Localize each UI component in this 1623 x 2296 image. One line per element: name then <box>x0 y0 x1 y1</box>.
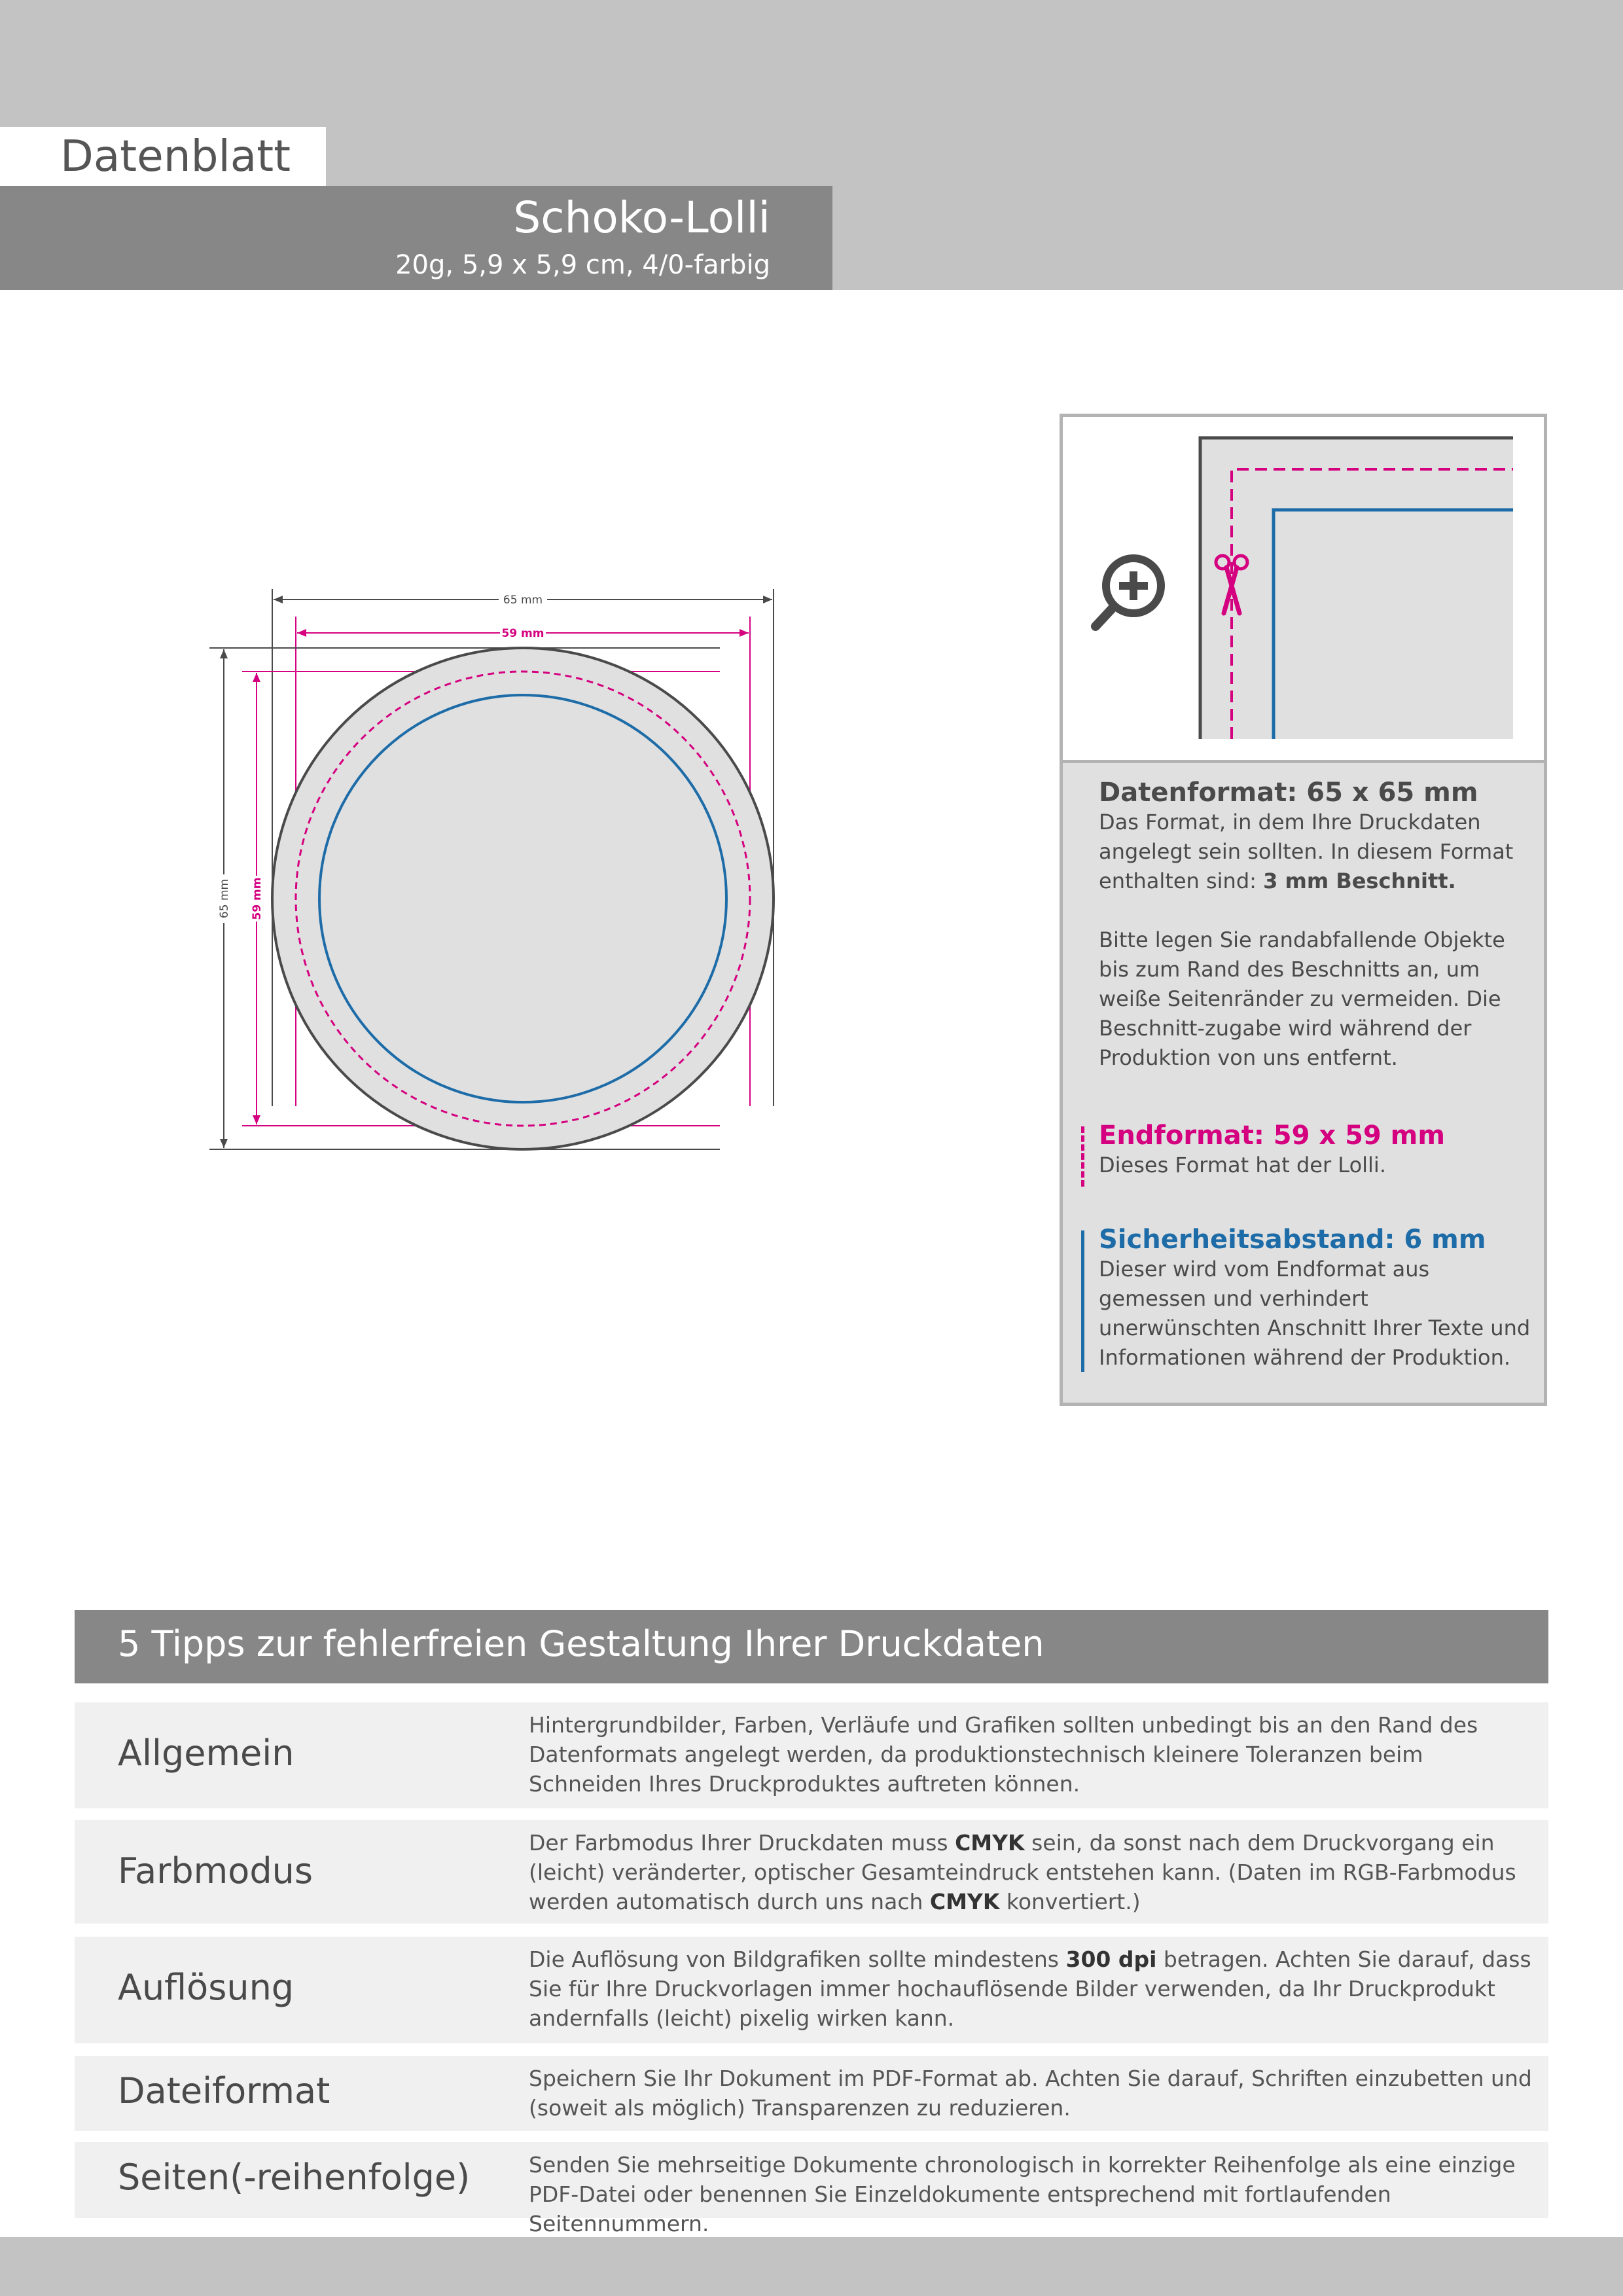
product-specs: 20g, 5,9 x 5,9 cm, 4/0-farbig <box>395 250 770 280</box>
footer-band <box>0 2237 1623 2296</box>
tip-text-part: Senden Sie mehrseitige Dokumente chronologisch in korrekter Reihenfolge als eine einzige PDF-Datei oder benennen Sie Einzeldokumente entsprechend mit fortlaufenden Seitennummern. <box>529 2152 1516 2236</box>
bleed-text: Bitte legen Sie randabfallende Objekte bis zum Rand des Beschnitts an, um weiße Seitenränder zu vermeiden. Die Beschnitt-zugabe wird während der Produktion von uns entfernt. <box>1099 927 1505 1070</box>
dim-label-inner-h: 59 mm <box>501 627 544 640</box>
tip-text <box>529 2064 1535 2123</box>
datenformat-text <box>1099 808 1531 896</box>
tip-text <box>529 1945 1535 2033</box>
product-title-bar <box>0 186 832 290</box>
arrow-right-outer <box>763 596 772 603</box>
endformat-title: Endformat: 59 x 59 mm <box>1099 1121 1446 1151</box>
tip-text-part: betragen. Achten Sie darauf, dass Sie für Ihre Druckvorlagen immer hochauflösende Bilder verwenden, da Ihr Druckprodukt andernfalls (leicht) pixelig wirken kann. <box>529 1946 1531 2031</box>
safety-block <box>1099 1225 1531 1372</box>
endformat-block <box>1099 1121 1531 1180</box>
arrow-left-inner <box>297 629 306 637</box>
tip-title: Allgemein <box>118 1732 294 1774</box>
product-name: Schoko-Lolli <box>513 192 770 243</box>
tip-row-resolution <box>75 1937 1548 2043</box>
doc-label: Datenblatt <box>60 131 291 181</box>
tip-text-bold: CMYK <box>929 1889 1000 1914</box>
tip-row-fileformat <box>75 2056 1548 2131</box>
datenformat-bleed-value: 3 mm Beschnitt. <box>1263 869 1456 893</box>
tip-text-part: Speichern Sie Ihr Dokument im PDF-Format ab. Achten Sie darauf, Schriften einzubetten und (soweit als möglich) Transparenzen zu reduzieren. <box>529 2066 1532 2121</box>
tip-text-part: konvertiert.) <box>999 1889 1141 1914</box>
format-info-box <box>1060 414 1547 1406</box>
datenformat-desc: Das Format, in dem Ihre Druckdaten angelegt sein sollten. In diesem Format enthalten sind: <box>1099 810 1514 893</box>
lolli-format-diagram <box>196 563 812 1165</box>
tips-heading: 5 Tipps zur fehlerfreien Gestaltung Ihrer Druckdaten <box>118 1623 1044 1664</box>
tip-text <box>529 1710 1535 1799</box>
safety-text: Dieser wird vom Endformat aus gemessen und verhindert unerwünschten Anschnitt Ihrer Texte und Informationen während der Produktion. <box>1099 1257 1531 1370</box>
doc-label-box <box>0 127 326 186</box>
dim-label-outer-v: 65 mm <box>218 878 231 919</box>
tip-text <box>529 2150 1535 2238</box>
tip-text-bold: 300 dpi <box>1065 1946 1157 1972</box>
tip-text-part: Der Farbmodus Ihrer Druckdaten muss <box>529 1830 955 1856</box>
zoom-detail-graphic <box>1063 417 1544 760</box>
tip-title: Seiten(-reihenfolge) <box>118 2157 471 2198</box>
tip-row-colormode <box>75 1820 1548 1924</box>
endformat-marker <box>1081 1126 1084 1187</box>
bleed-circle <box>272 648 774 1149</box>
safety-title: Sicherheitsabstand: 6 mm <box>1099 1225 1486 1255</box>
tip-row-pages <box>75 2142 1548 2236</box>
tip-row-general <box>75 1702 1548 1808</box>
arrow-left-outer <box>274 596 283 603</box>
tip-text-bold: CMYK <box>955 1830 1025 1856</box>
format-info-text <box>1063 760 1544 1403</box>
arrow-top-outer <box>220 649 228 658</box>
endformat-text: Dieses Format hat der Lolli. <box>1099 1153 1386 1177</box>
tip-title: Farbmodus <box>118 1850 313 1892</box>
dim-label-inner-v: 59 mm <box>251 877 264 920</box>
safety-marker <box>1081 1230 1084 1372</box>
detail-bleed-area <box>1200 438 1513 739</box>
tip-text-part: Die Auflösung von Bildgrafiken sollte mindestens <box>529 1946 1066 1972</box>
tip-title: Dateiformat <box>118 2070 330 2111</box>
arrow-bottom-outer <box>220 1139 228 1148</box>
zoom-in-icon <box>1096 554 1165 626</box>
tip-title: Auflösung <box>118 1967 294 2008</box>
tip-text <box>529 1828 1535 1916</box>
tip-text-part: Hintergrundbilder, Farben, Verläufe und Grafiken sollten unbedingt bis an den Rand des Datenformats angelegt werden, da produktionstechnisch kleinere Toleranzen beim Schneiden Ihres Druckproduktes auftreten können. <box>529 1712 1478 1797</box>
arrow-bottom-inner <box>253 1115 260 1124</box>
dim-label-outer-h: 65 mm <box>503 594 543 607</box>
tips-heading-bar <box>75 1610 1548 1683</box>
datenformat-title: Datenformat: 65 x 65 mm <box>1099 778 1478 808</box>
zoom-detail-area <box>1063 417 1544 760</box>
datenformat-block <box>1099 778 1531 1073</box>
tip-text-part: sein, da sonst nach dem Druckvorgang ein (leicht) veränderter, optischer Gesamteindruck entstehen kann. (Daten im RGB-Farbmodus werden automatisch durch uns nach <box>529 1830 1516 1914</box>
arrow-right-inner <box>740 629 749 637</box>
arrow-top-inner <box>253 673 260 682</box>
